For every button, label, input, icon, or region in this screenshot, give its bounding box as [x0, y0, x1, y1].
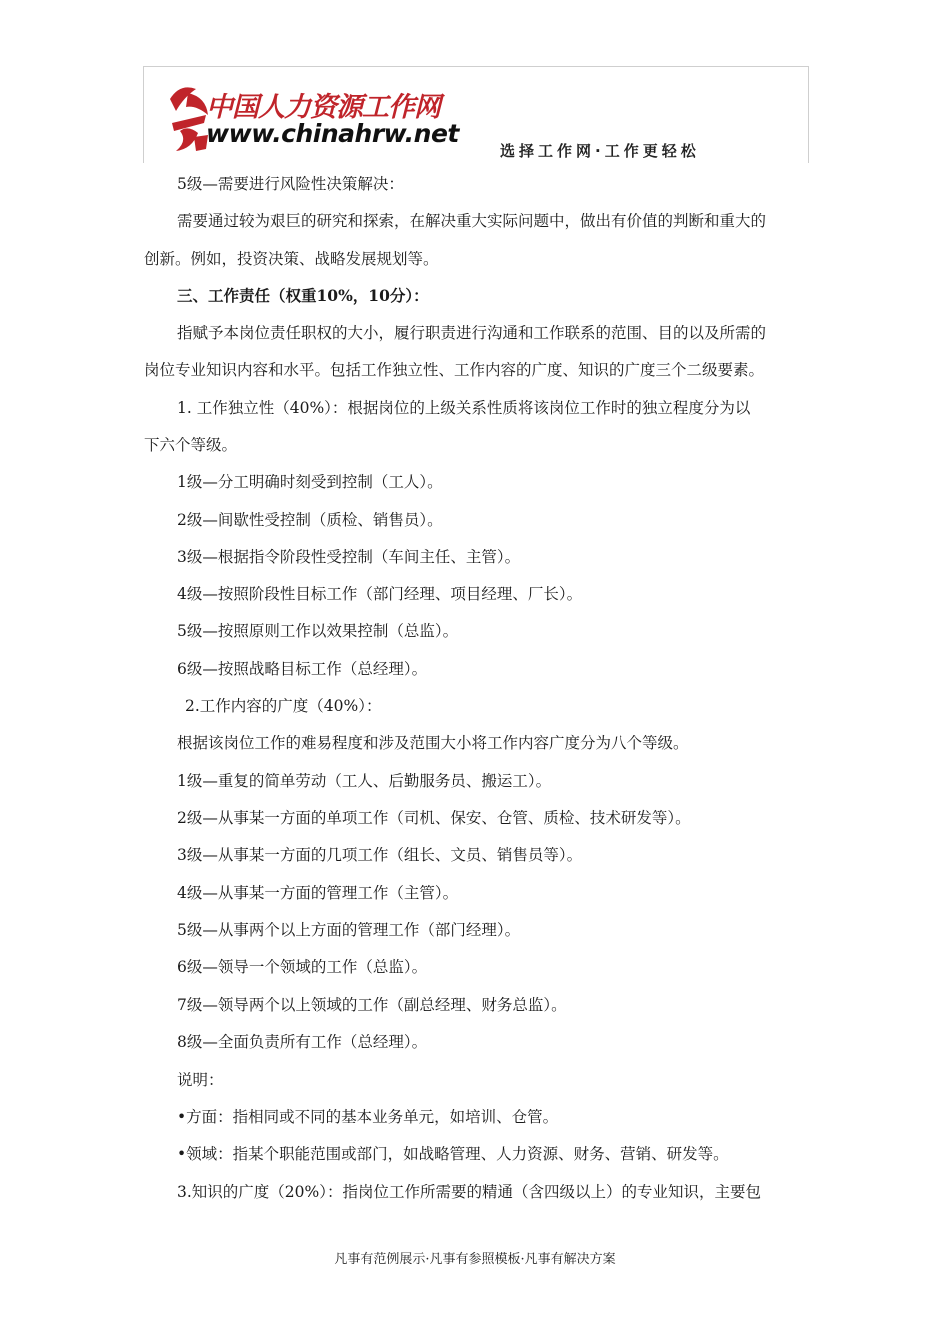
- list-item: •领域：指某个职能范围或部门，如战略管理、人力资源、财务、营销、研发等。: [177, 1145, 729, 1163]
- list-item: 4级—从事某一方面的管理工作（主管）。: [177, 884, 459, 902]
- list-item: 8级—全面负责所有工作（总经理）。: [177, 1033, 428, 1051]
- text-line: 下六个等级。: [144, 436, 238, 454]
- text-line: 岗位专业知识内容和水平。包括工作独立性、工作内容的广度、知识的广度三个二级要素。: [144, 361, 765, 379]
- list-item: 2级—从事某一方面的单项工作（司机、保安、仓管、质检、技术研发等）。: [177, 809, 691, 827]
- subsection-heading: 2.工作内容的广度（40%）：: [185, 697, 382, 715]
- text-line: 说明：: [177, 1071, 224, 1089]
- header-slogan: 选择工作网·工作更轻松: [500, 142, 700, 160]
- text-line: 5级—需要进行风险性决策解决：: [177, 175, 404, 193]
- section-heading: 三、工作责任（权重10%，10分）：: [177, 286, 429, 305]
- text-line: 根据该岗位工作的难易程度和涉及范围大小将工作内容广度分为八个等级。: [177, 734, 689, 752]
- logo-url: www.chinahrw.net: [206, 119, 459, 148]
- list-item: 1级—重复的简单劳动（工人、后勤服务员、搬运工）。: [177, 772, 552, 790]
- list-item: 6级—按照战略目标工作（总经理）。: [177, 660, 428, 678]
- logo-title: 中国人力资源工作网: [206, 92, 440, 123]
- page-footer: 凡事有范例展示·凡事有参照模板·凡事有解决方案: [334, 1252, 616, 1267]
- text-line: 需要通过较为艰巨的研究和探索，在解决重大实际问题中，做出有价值的判断和重大的: [177, 212, 767, 230]
- text-line: 3.知识的广度（20%）：指岗位工作所需要的精通（含四级以上）的专业知识，主要包: [177, 1183, 761, 1201]
- list-item: 5级—从事两个以上方面的管理工作（部门经理）。: [177, 921, 521, 939]
- list-item: 4级—按照阶段性目标工作（部门经理、项目经理、厂长）。: [177, 585, 583, 603]
- list-item: 3级—从事某一方面的几项工作（组长、文员、销售员等）。: [177, 846, 583, 864]
- text-line: 创新。例如，投资决策、战略发展规划等。: [144, 250, 439, 268]
- text-line: 1. 工作独立性（40%）：根据岗位的上级关系性质将该岗位工作时的独立程度分为以: [177, 399, 751, 417]
- list-item: 7级—领导两个以上领域的工作（副总经理、财务总监）。: [177, 996, 567, 1014]
- list-item: 2级—间歇性受控制（质检、销售员）。: [177, 511, 443, 529]
- list-item: 6级—领导一个领域的工作（总监）。: [177, 958, 428, 976]
- page-header: [143, 66, 809, 163]
- list-item: 3级—根据指令阶段性受控制（车间主任、主管）。: [177, 548, 521, 566]
- list-item: •方面：指相同或不同的基本业务单元，如培训、仓管。: [177, 1108, 559, 1126]
- list-item: 1级—分工明确时刻受到控制（工人）。: [177, 473, 443, 491]
- list-item: 5级—按照原则工作以效果控制（总监）。: [177, 622, 459, 640]
- text-line: 指赋予本岗位责任职权的大小，履行职责进行沟通和工作联系的范围、目的以及所需的: [177, 324, 767, 342]
